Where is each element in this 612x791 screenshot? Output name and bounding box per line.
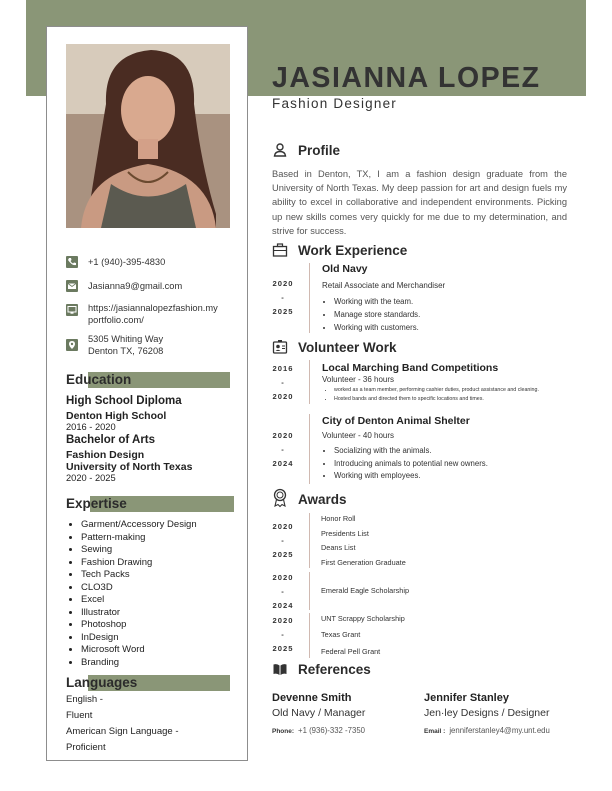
person-icon [272,142,288,158]
contact-phone [66,256,165,268]
profile-heading-text: Profile [298,142,341,158]
contact-label: Phone: [272,728,295,735]
profile-photo [66,44,230,228]
website-text [88,302,218,326]
profile-heading [272,141,340,159]
award-item: Deans List [321,543,356,552]
date-dash: - [281,378,285,387]
volunteer-dates-2 [268,429,298,471]
contact-value[interactable]: jenniferstanley4@my.unt.edu [449,726,550,735]
date-end: 2025 [272,307,294,316]
phone-text: +1 (940)-395-4830 [88,257,166,267]
email-text: Jasianna9@gmail.com [88,281,183,291]
reference-name-2: Jennifer Stanley [424,692,509,704]
timeline-line [309,360,310,404]
award-item: Texas Grant [321,630,361,639]
date-start: 2020 [272,431,294,440]
language-line: Fluent [66,710,93,721]
list-item: • Sewing [81,544,197,557]
full-name: JASIANNA LOPEZ [272,62,541,94]
address-line-1: 5305 Whiting Way [88,334,164,344]
education-years: 2020 - 2025 [66,473,116,483]
volunteer-org-2: City of Denton Animal Shelter [322,415,470,427]
work-dates [268,277,298,319]
list-item: • Working with customers. [334,322,420,335]
work-role: Retail Associate and Merchandiser [322,281,446,290]
monitor-icon [66,304,78,316]
expertise-list [68,519,197,669]
briefcase-icon [272,242,288,258]
awards-heading-text: Awards [298,491,347,507]
date-start: 2020 [272,616,294,625]
volunteer-org-1: Local Marching Band Competitions [322,362,499,374]
volunteer-dates-1 [268,362,298,404]
award-item: Presidents List [321,529,369,538]
school-name: University of North Texas [66,461,193,473]
date-dash: - [281,445,285,454]
reference-name-1: Devenne Smith [272,692,352,704]
award-item: Honor Roll [321,514,356,523]
work-heading [272,241,407,259]
list-item: • Tech Packs [81,569,197,582]
work-heading-text: Work Experience [298,242,408,258]
phone-icon [66,256,78,268]
award-item: First Generation Graduate [321,558,406,567]
education-years: 2016 - 2020 [66,422,116,432]
list-item: • InDesign [81,632,197,645]
list-item: • Manage store standards. [334,309,420,322]
profile-text: Based in Denton, TX, I am a fashion design graduate from the University of North Texas. My deep passion for art and design fuels my ability to excel in collaborative and independent environments. Picking up new skills comes very quickly for me due to my determination, and strive for success. [272,169,567,236]
list-item: • Working with the team. [334,296,420,309]
address-text [88,333,163,357]
reference-contact-1 [272,726,365,735]
education-heading [66,372,230,388]
education-item-1 [66,395,236,432]
volunteer-bullets-2 [322,445,488,483]
volunteer-heading [272,338,397,356]
date-start: 2020 [272,279,294,288]
mail-icon [66,280,78,292]
volunteer-role-2: Volunteer - 40 hours [322,431,395,440]
timeline-line [309,414,310,484]
list-item: • Socializing with the animals. [334,445,488,458]
list-item: • Microsoft Word [81,644,197,657]
website-line-1: https://jasiannalopezfashion.my [88,303,218,313]
date-start: 2020 [272,522,294,531]
language-line: English - [66,694,103,705]
volunteer-role-1: Volunteer - 36 hours [322,375,395,384]
list-item: • Illustrator [81,607,197,620]
languages-heading [66,675,230,691]
award-item: UNT Scrappy Scholarship [321,614,405,623]
list-item: • Branding [81,657,197,670]
list-item: • Introducing animals to potential new owners. [334,458,488,471]
date-end: 2024 [272,601,294,610]
list-item: • Fashion Drawing [81,557,197,570]
references-heading [272,660,371,678]
reference-role-1: Old Navy / Manager [272,707,366,719]
contact-website[interactable] [66,302,218,326]
reference-role-2: Jen·ley Designs / Designer [424,707,550,719]
address-line-2: Denton TX, 76208 [88,346,164,356]
language-line: Proficient [66,742,106,753]
reference-contact-2 [424,726,550,735]
website-line-2: portfolio.com/ [88,315,144,325]
timeline-line [309,263,310,333]
list-item: • Excel [81,594,197,607]
timeline-line [309,613,310,658]
date-start: 2016 [272,364,294,373]
major-name: Fashion Design [66,449,145,461]
work-org: Old Navy [322,263,368,275]
contact-value[interactable]: +1 (936)-332 -7350 [298,726,366,735]
date-dash: - [281,293,285,302]
job-title: Fashion Designer [272,96,398,111]
date-end: 2020 [272,392,294,401]
date-dash: - [281,587,285,596]
volunteer-heading-text: Volunteer Work [298,339,397,355]
award-item: Emerald Eagle Scholarship [321,586,410,595]
degree-title: Bachelor of Arts [66,434,156,446]
expertise-heading [66,496,234,512]
volunteer-bullets-1 [322,386,539,404]
list-item: • Garment/Accessory Design [81,519,197,532]
list-item: • worked as a team member, performing cashier duties, product assistance and cleaning. [334,386,539,395]
list-item: • Working with employees. [334,470,488,483]
date-start: 2020 [272,573,294,582]
school-name: Denton High School [66,410,167,422]
contact-email[interactable] [66,280,182,292]
awards-dates-1 [268,520,298,562]
education-item-2 [66,434,236,483]
timeline-line [309,572,310,610]
work-bullets [322,296,420,334]
awards-dates-2 [268,571,298,613]
id-badge-icon [272,339,288,355]
location-pin-icon [66,339,78,351]
education-heading-text: Education [66,372,132,387]
date-end: 2025 [272,644,294,653]
award-ribbon-icon [272,488,288,508]
expertise-heading-text: Expertise [66,496,127,511]
timeline-line [309,513,310,568]
date-dash: - [281,630,285,639]
degree-title: High School Diploma [66,395,182,407]
awards-dates-3 [268,614,298,656]
date-dash: - [281,536,285,545]
language-line: American Sign Language - [66,726,179,737]
languages-heading-text: Languages [66,675,138,690]
date-end: 2024 [272,459,294,468]
contact-address [66,333,163,357]
award-item: Federal Pell Grant [321,647,381,656]
languages-list [66,692,179,756]
list-item: • Photoshop [81,619,197,632]
list-item: • Pattern-making [81,532,197,545]
list-item: • Hosted bands and directed them to specific locations and times. [334,395,539,404]
references-heading-text: References [298,661,371,677]
contact-label: Email : [424,728,446,735]
book-icon [272,661,288,677]
date-end: 2025 [272,550,294,559]
list-item: • CLO3D [81,582,197,595]
awards-heading [272,490,347,508]
